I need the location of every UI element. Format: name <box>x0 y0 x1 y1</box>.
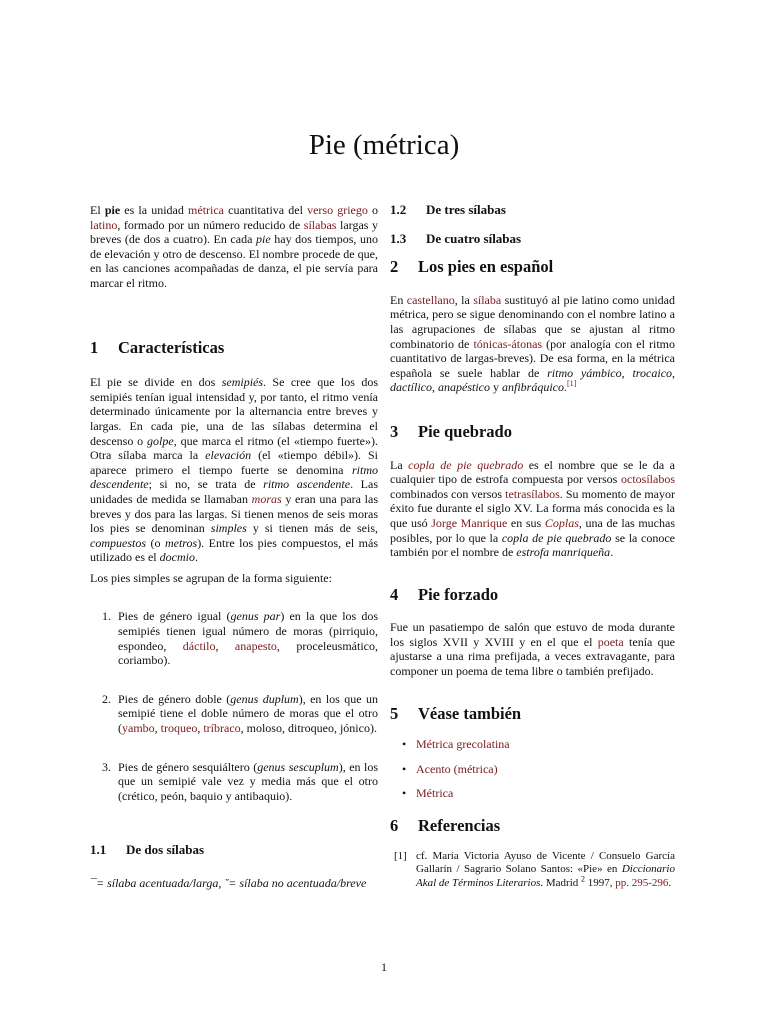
link-latino[interactable]: latino <box>90 217 118 232</box>
link-poeta[interactable]: poeta <box>597 634 624 649</box>
citation-link[interactable]: [1] <box>567 379 577 389</box>
link-coplas[interactable]: Coplas <box>544 515 579 530</box>
pie-forzado-paragraph: Fue un pasatiempo de salón que estuvo de moda durante los siglos XVII y XVIII y en el que el poeta tenía que ajustarse a una rima prefijada, a veces extravagante, para componer un poema de tema libre o también prefijado. <box>390 620 675 679</box>
list-item: 3. Pies de género sesquiáltero (genus sescuplum), en los que un semipié vale vez y media más que el otro (crético, peón, baquio y antibaquio). <box>102 759 379 803</box>
pies-list <box>90 609 378 803</box>
section-heading-pies-espanol: 2 Los pies en español <box>390 257 554 277</box>
reference-item: [1] cf. María Victoria Ayuso de Vicente / Consuelo García Gallarín / Sagrario Solano Santos: «Pie» en Diccionario Akal de Términos Literarios. Madrid $^2$ 1997, pp. 295-296. <box>394 849 675 889</box>
section-heading-pie-forzado: 4 Pie forzado <box>390 584 499 604</box>
bullet-icon: • <box>402 786 407 801</box>
subsection-heading-dos-silabas: 1.1 De dos sílabas <box>90 842 205 858</box>
link-pages[interactable]: pp. 295-296 <box>615 876 669 889</box>
subsection-heading-tres-silabas: 1.2 De tres sílabas <box>390 202 506 217</box>
link-troqueo[interactable]: troqueo <box>160 721 198 736</box>
link-yambo[interactable]: yambo <box>122 721 155 736</box>
link-castellano[interactable]: castellano <box>406 292 455 307</box>
link-verso-griego[interactable]: verso griego <box>307 203 368 217</box>
section-heading-pie-quebrado: 3 Pie quebrado <box>390 421 512 441</box>
section-heading-referencias: 6 Referencias <box>390 816 501 836</box>
link-metrica[interactable]: métrica <box>188 203 225 217</box>
pie-quebrado-paragraph: La copla de pie quebrado es el nombre que se le da a cualquier tipo de estrofa compuesta por versos octosílabos combinados con versos tetrasílabos. Su momento de mayor éxito fue durante el siglo XV. La forma más conocida es la que usó Jorge Manrique en sus Coplas, una de las muchas posibles, por lo que la copla de pie quebrado se la conoce también por el nombre de estrofa manriqueña. <box>390 457 676 560</box>
list-item: 2. Pies de género doble (genus duplum), en los que un semipié tiene el doble número de moras que el otro (yambo, troqueo, tríbraco, moloso, ditroqueo, jónico). <box>102 691 379 736</box>
link-silaba[interactable]: sílaba <box>473 292 502 307</box>
list-item <box>390 762 675 777</box>
link-silabas[interactable]: sílabas <box>303 217 337 232</box>
link-tetrasilabos[interactable]: tetrasílabos <box>505 486 560 501</box>
legend-text: ¯= sílaba acentuada/larga, ˘= sílaba no acentuada/breve <box>90 876 367 890</box>
pies-espanol-paragraph: En castellano, la sílaba sustituyó al pie latino como unidad métrica, pero se sigue denominando con el nombre latino a las agrupaciones de sílabas que se ajustan al ritmo combinatorio de tónicas-átonas (por analogía con el ritmo cuantitativo de largas-breves). De esa forma, en la métrica española se suele hablar de ritmo yámbico, trocaico, dactílico, anapéstico y anfibráquico.[1] <box>390 292 676 395</box>
link-acento[interactable]: Acento (métrica) <box>416 761 498 776</box>
caracteristicas-paragraph: El pie se divide en dos semipiés. Se cree que los dos semipiés tenían igual intensidad y, por tanto, el ritmo venía determinado únicamente por la alternancia entre breves y largas. En cada pie, una de las sílabas determina el descenso o golpe, que marca el ritmo (el «tiempo fuerte»). Otra sílaba marca la elevación (el «tiempo débil»). Si aparece primero el tiempo fuerte se denomina ritmo descendente; si no, se trata de ritmo ascendente. Las unidades de medida se llamaban moras y eran una para las breves y dos para las largas. Si tienen menos de seis moras los pies se denominan simples y si tienen más de seis, compuestos (o metros). Entre los pies compuestos, el más utilizado es el docmio. <box>90 375 379 565</box>
subsection-heading-cuatro-silabas: 1.3 De cuatro sílabas <box>390 230 522 246</box>
link-copla[interactable]: copla de pie quebrado <box>408 457 524 472</box>
section-heading-caracteristicas: 1 Características <box>90 337 225 357</box>
bullet-icon: • <box>402 761 407 776</box>
link-tonicas-atonas[interactable]: tónicas-átonas <box>473 336 543 351</box>
pies-simples-intro: Los pies simples se agrupan de la forma siguiente: <box>90 570 332 585</box>
vease-list <box>390 737 675 801</box>
link-anapesto[interactable]: anapesto <box>234 638 277 653</box>
right-column <box>390 203 675 890</box>
pie-bold: pie <box>104 203 121 217</box>
intro-paragraph: El pie es la unidad métrica cuantitativa del verso griego o latino, formado por un número reducido de sílabas largas y breves (de dos a cuatro). En cada pie hay dos tiempos, uno de elevación y otro de descenso. El nombre procede de que, en las canciones acompañadas de danza, el pie servía para marcar el ritmo. <box>90 203 379 290</box>
link-metrica-grecolatina[interactable]: Métrica grecolatina <box>416 737 510 752</box>
page-number: 1 <box>381 960 387 974</box>
link-moras[interactable]: moras <box>251 491 282 506</box>
link-tribraco[interactable]: tríbraco <box>203 721 241 736</box>
page-title: Pie (métrica) <box>308 129 460 162</box>
list-item: 1. Pies de género igual (genus par) en la que los dos semipiés tienen igual número de moras (pirriquio, espondeo, dáctilo, anapesto, proceleusmático, coriambo). <box>102 609 379 668</box>
link-metrica-2[interactable]: Métrica <box>416 786 454 801</box>
bullet-icon: • <box>402 737 407 752</box>
section-heading-vease: 5 Véase también <box>390 703 522 723</box>
left-column <box>90 203 378 891</box>
link-jorge-manrique[interactable]: Jorge Manrique <box>431 515 508 530</box>
link-octosilabos[interactable]: octosílabos <box>621 472 675 487</box>
link-dactilo[interactable]: dáctilo <box>182 638 216 653</box>
list-item <box>390 786 675 801</box>
list-item <box>390 737 675 752</box>
